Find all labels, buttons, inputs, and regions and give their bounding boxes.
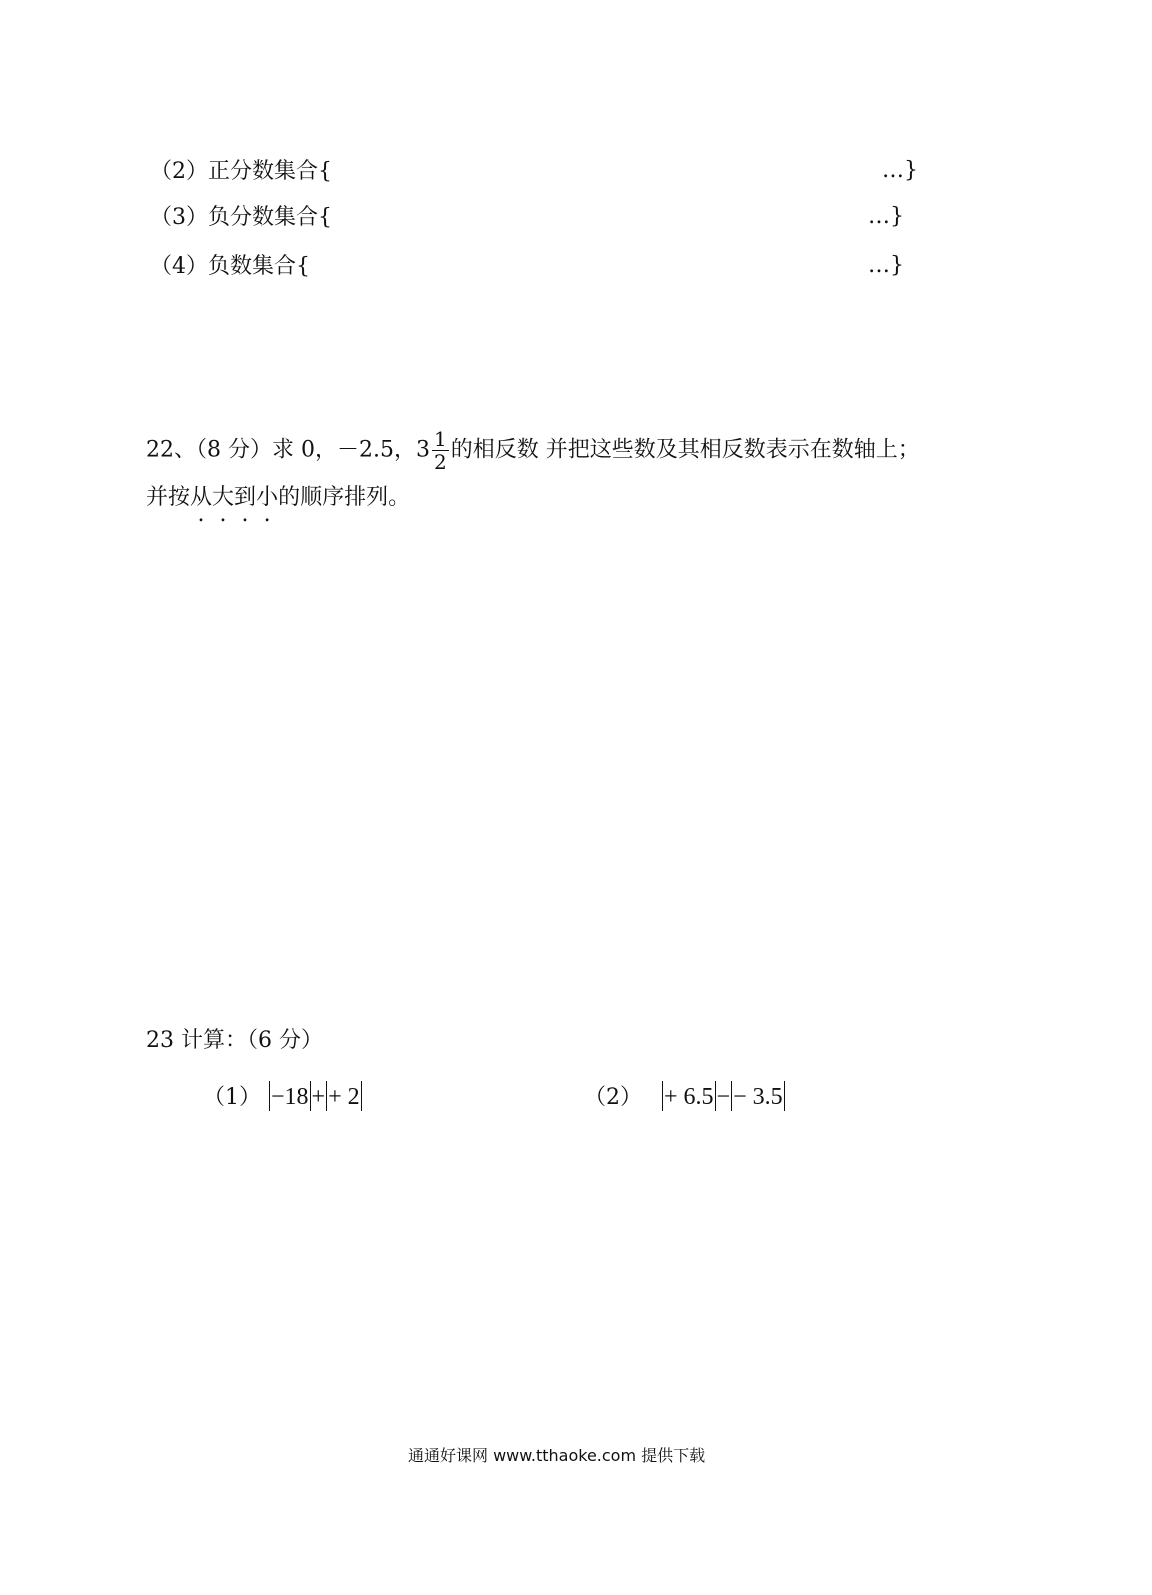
set-label: （2）正分数集合{ xyxy=(150,159,332,184)
q22-suffix: 的相反数 并把这些数及其相反数表示在数轴上； xyxy=(450,437,920,463)
abs-value: + 2 xyxy=(328,1084,360,1110)
abs-bar xyxy=(310,1081,311,1111)
set-label: （4）负数集合{ xyxy=(150,254,310,279)
abs-bar xyxy=(715,1081,716,1111)
abs-bar xyxy=(662,1081,663,1111)
question-22-line1 xyxy=(146,428,920,473)
abs-bar xyxy=(361,1081,362,1111)
set-end-2: …} xyxy=(882,158,918,183)
fraction-denominator: 2 xyxy=(433,450,447,474)
set-end-3: …} xyxy=(868,204,904,229)
q23-part2 xyxy=(584,1081,786,1112)
question-22-line2 xyxy=(146,484,410,512)
q22-line2-start: 并按 xyxy=(146,485,191,510)
operator: + xyxy=(311,1084,326,1110)
fraction-one-half xyxy=(432,428,449,473)
part-label: （2） xyxy=(584,1085,642,1110)
abs-value: − 3.5 xyxy=(733,1084,783,1110)
abs-expression-1 xyxy=(268,1084,363,1110)
emphasis-char: 大 xyxy=(212,485,235,510)
q22-line2-end: 的顺序排列。 xyxy=(278,485,411,510)
q22-prefix: 22、（8 分）求 0，－2.5，3 xyxy=(146,437,430,463)
set-label: （3）负分数集合{ xyxy=(150,205,332,230)
emphasis-char: 到 xyxy=(234,485,257,510)
abs-bar xyxy=(269,1081,270,1111)
abs-bar xyxy=(784,1081,785,1111)
question-23-title: 23 计算：（6 分） xyxy=(146,1028,323,1053)
fraction-numerator: 1 xyxy=(433,427,447,451)
q23-part1 xyxy=(203,1081,363,1112)
set-line-2 xyxy=(150,158,332,186)
abs-value: + 6.5 xyxy=(664,1084,714,1110)
operator: − xyxy=(716,1084,731,1110)
abs-expression-2 xyxy=(661,1084,786,1110)
set-end-4: …} xyxy=(868,253,904,278)
set-line-3 xyxy=(150,204,332,232)
abs-value: −18 xyxy=(271,1084,309,1110)
emphasis-char: 小 xyxy=(256,485,279,510)
page-footer: 通通好课网 www.tthaoke.com 提供下载 xyxy=(408,1446,706,1465)
abs-bar xyxy=(731,1081,732,1111)
emphasis-char: 从 xyxy=(190,485,213,510)
part-label: （1） xyxy=(203,1085,261,1110)
abs-bar xyxy=(326,1081,327,1111)
set-line-4 xyxy=(150,253,310,281)
